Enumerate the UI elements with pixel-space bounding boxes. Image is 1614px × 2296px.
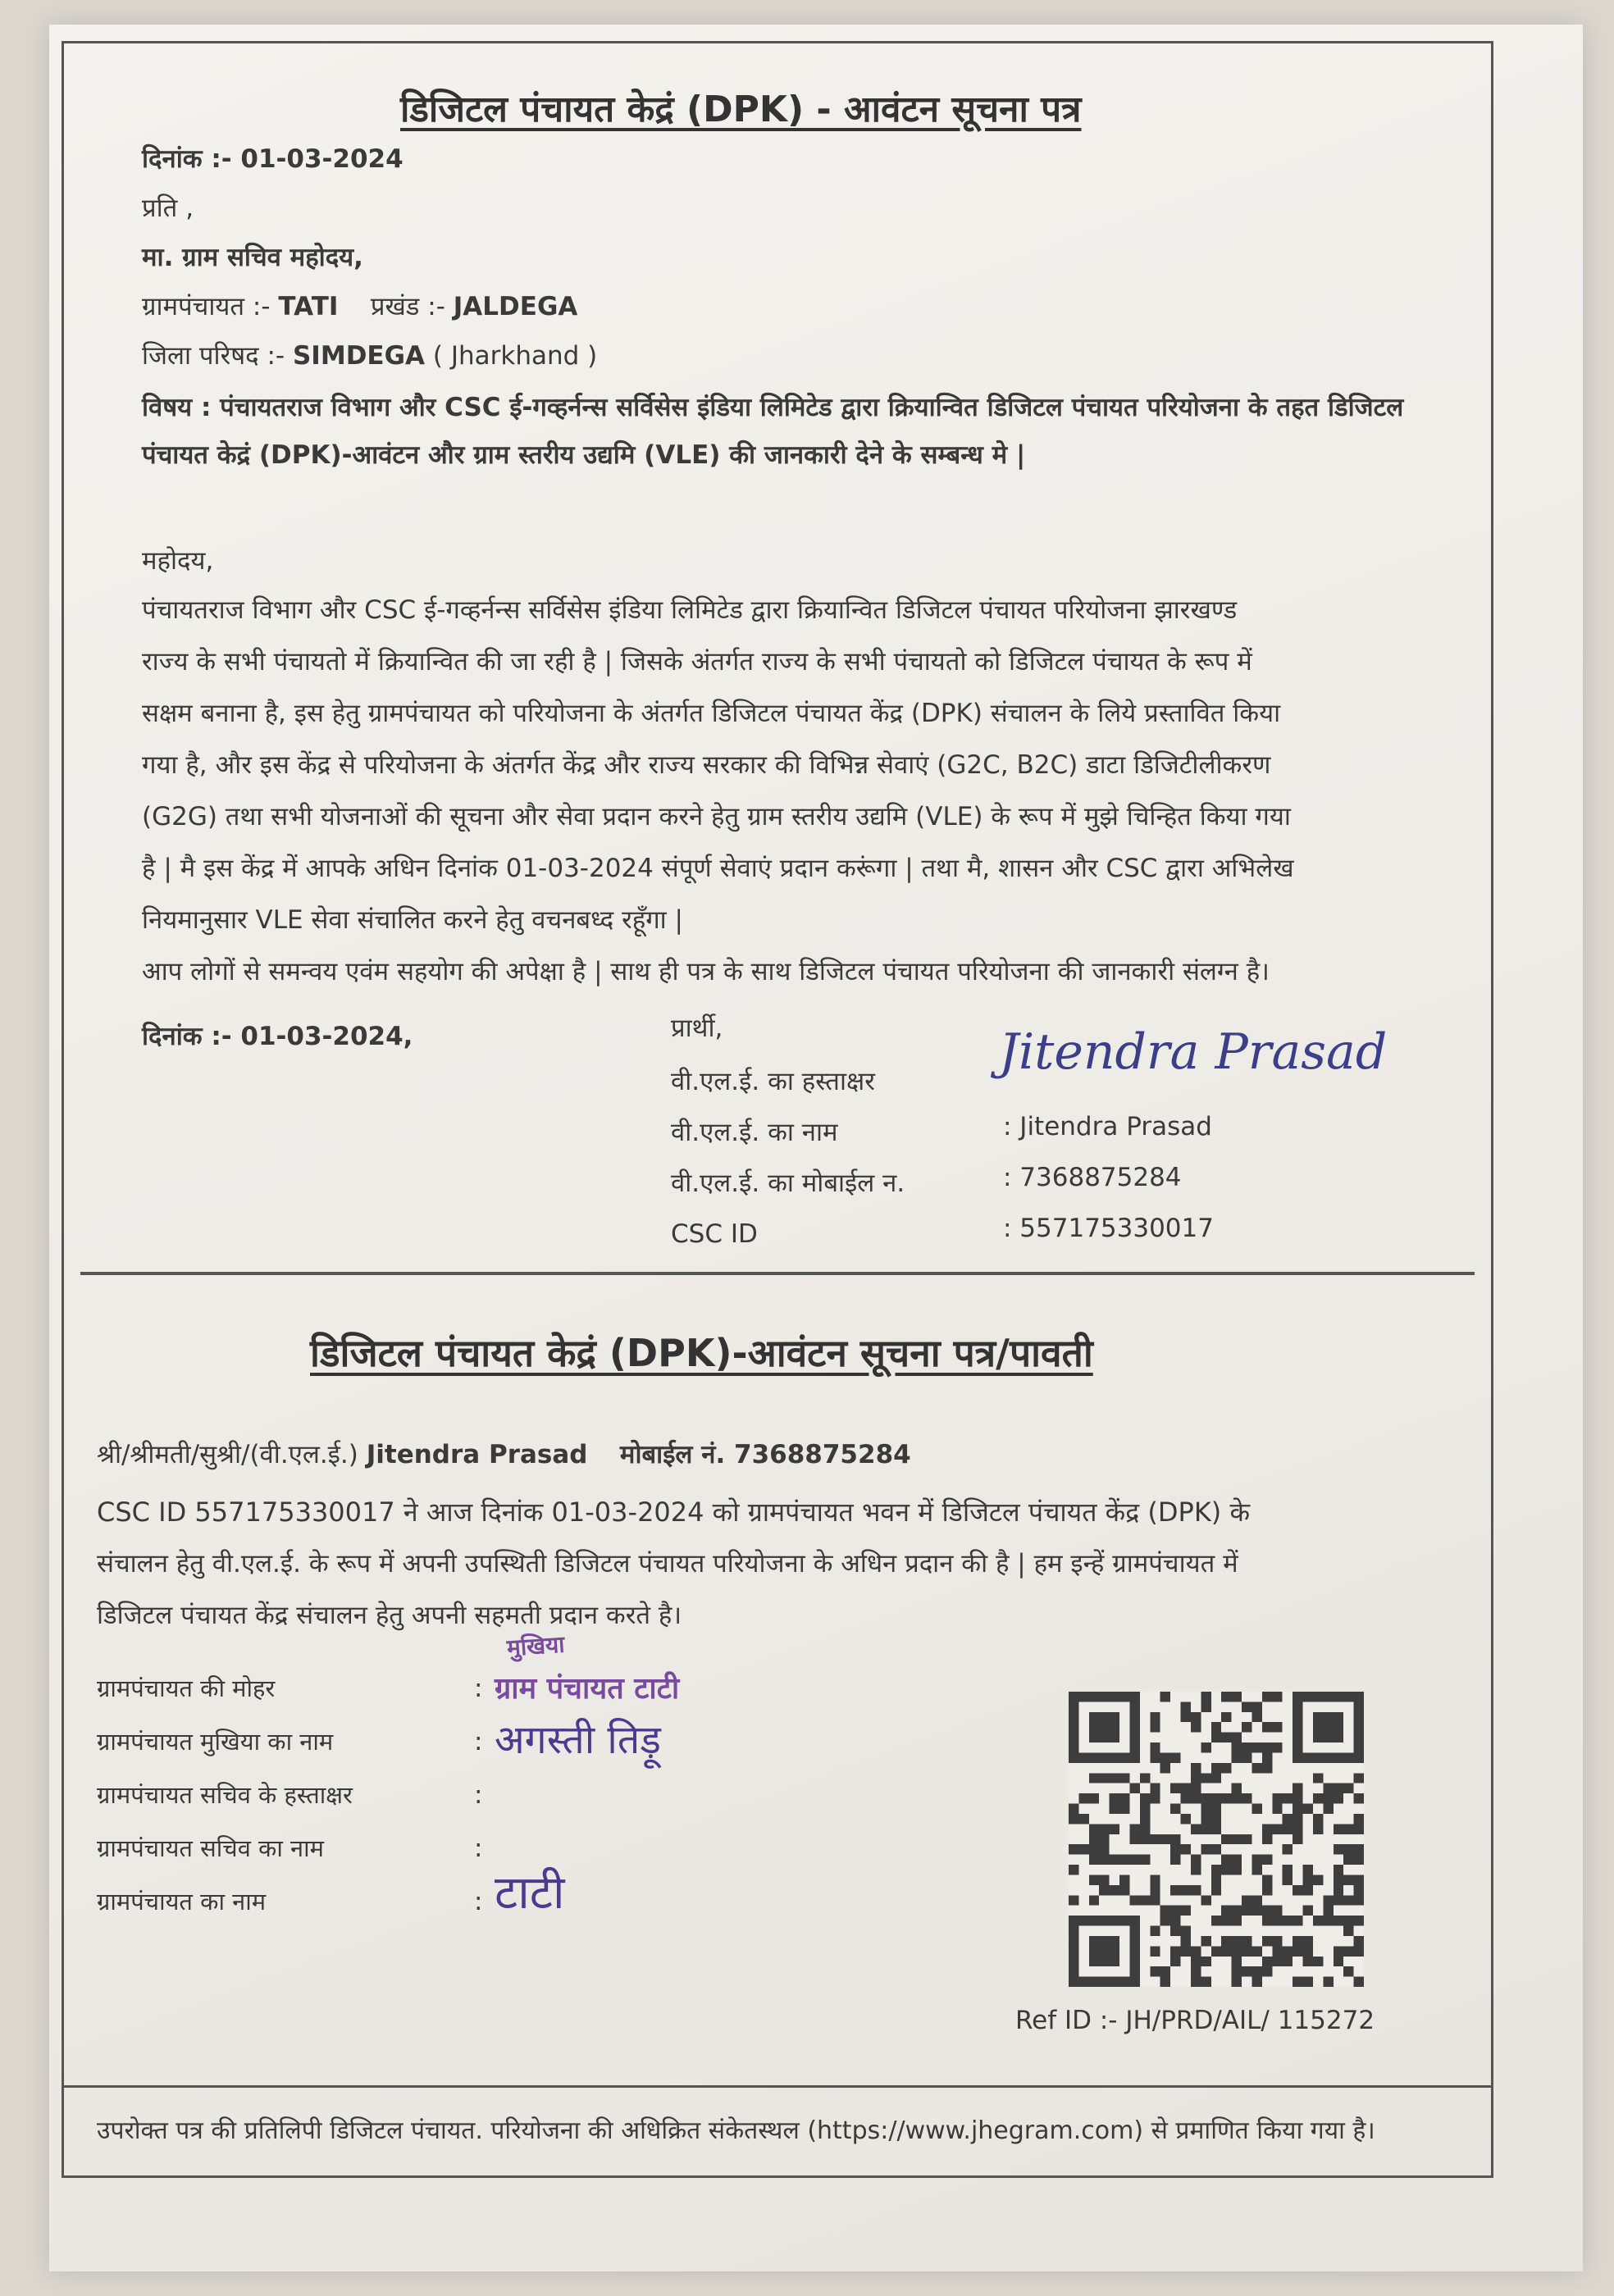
vle-name-value: : Jitendra Prasad	[1003, 1112, 1212, 1141]
recipient-line: मा. ग्राम सचिव महोदय,	[142, 243, 363, 272]
vle-mobile-value: : 7368875284	[1003, 1163, 1182, 1192]
district-label: जिला परिषद :-	[142, 341, 285, 371]
csc-id-value: : 557175330017	[1003, 1214, 1214, 1243]
footer-divider	[64, 2085, 1491, 2088]
receipt-vle-name: Jitendra Prasad	[366, 1440, 588, 1469]
seal-colon: :	[474, 1674, 483, 1703]
ref-id: Ref ID :- JH/PRD/AIL/ 115272	[1015, 2006, 1375, 2035]
body-line: नियमानुसार VLE सेवा संचालित करने हेतु वचनबध्द रहूँगा |	[142, 905, 683, 935]
district-line	[142, 330, 597, 381]
subject-paragraph: विषय : पंचायतराज विभाग और CSC ई-गव्हर्नन्स सर्विसेस इंडिया लिमिटेड द्वारा क्रियान्वित डिजिटल पंचायत परियोजना के तहत डिजिटल पंचायत केद्रं (DPK)-आवंटन और ग्राम स्तरीय उद्यमि (VLE) की जानकारी देने के सम्बन्ध मे |	[142, 393, 1404, 470]
date-line: दिनांक :- 01-03-2024	[142, 144, 404, 174]
footer-note: उपरोक्त पत्र की प्रतिलिपी डिजिटल पंचायत. परियोजना की अधिक्रित संकेतस्थल (https://www.jhegram.com) से प्रमाणित किया गया है।	[97, 2116, 1375, 2145]
seal-stamp: ग्राम पंचायत टाटी	[495, 1672, 680, 1706]
receipt-para-line: डिजिटल पंचायत केंद्र संचालन हेतु अपनी सहमती प्रदान करते है।	[97, 1601, 682, 1630]
body-line: सक्षम बनाना है, इस हेतु ग्रामपंचायत को परियोजना के अंतर्गत डिजिटल पंचायत केंद्र (DPK) संचालन के लिये प्रस्तावित किया	[142, 699, 1281, 728]
gp-name-colon: :	[474, 1887, 483, 1916]
body-line: पंचायतराज विभाग और CSC ई-गव्हर्नन्स सर्विसेस इंडिया लिमिटेड द्वारा क्रियान्वित डिजिटल पंचायत परियोजना झारखण्ड	[142, 595, 1238, 625]
receipt-para-line: CSC ID 557175330017 ने आज दिनांक 01-03-2024 को ग्रामपंचायत भवन में डिजिटल पंचायत केंद्र (DPK) के	[97, 1496, 1251, 1528]
receipt-para-line: संचालन हेतु वी.एल.ई. के रूप में अपनी उपस्थिती डिजिटल पंचायत परियोजना के अधिन प्रदान की है | हम इन्हें ग्रामपंचायत में	[97, 1549, 1238, 1578]
applicant-label: प्रार्थी,	[671, 1014, 723, 1043]
body-line: गया है, और इस केंद्र से परियोजना के अंतर्गत केंद्र और राज्य सरकार की विभिन्न सेवाएं (G2C, B2C) डाटा डिजिटीलीकरण	[142, 750, 1271, 780]
csc-id-label: CSC ID	[671, 1219, 758, 1249]
mukhiya-handwritten: अगस्ती तिड़ू	[495, 1717, 661, 1763]
gram-panchayat-line	[142, 281, 577, 332]
receipt-vle-line	[97, 1429, 911, 1480]
state-value: ( Jharkhand )	[432, 341, 598, 371]
body-line: राज्य के सभी पंचायतो में क्रियान्वित की जा रही है | जिसके अंतर्गत राज्य के सभी पंचायतो को डिजिटल पंचायत के रूप में	[142, 647, 1252, 676]
document-border	[62, 41, 1493, 2178]
sachiv-name-colon: :	[474, 1834, 483, 1863]
section-divider	[80, 1272, 1475, 1275]
vle-signature-text: Jitendra Prasad	[999, 1023, 1388, 1081]
gp-name-label: ग्रामपंचायत का नाम	[97, 1888, 267, 1916]
receipt-vle-mobile: मोबाईल नं. 7368875284	[619, 1440, 911, 1469]
seal-top-text: मुखिया	[505, 1630, 566, 1662]
mukhiya-label: ग्रामपंचायत मुखिया का नाम	[97, 1728, 334, 1756]
vle-signature-label: वी.एल.ई. का हस्ताक्षर	[671, 1067, 875, 1096]
district-value: SIMDEGA	[292, 341, 426, 371]
mukhiya-colon: :	[474, 1727, 483, 1756]
vle-signature	[999, 1023, 1387, 1081]
qr-code	[1069, 1692, 1364, 1987]
sachiv-sign-label: ग्रामपंचायत सचिव के हस्ताक्षर	[97, 1781, 353, 1809]
seal-label: ग्रामपंचायत की मोहर	[97, 1674, 276, 1702]
prati-line: प्रति ,	[142, 194, 194, 223]
body-line: (G2G) तथा सभी योजनाओं की सूचना और सेवा प्रदान करने हेतु ग्राम स्तरीय उद्यमि (VLE) के रूप में मुझे चिन्हित किया गया	[142, 802, 1291, 831]
salutation: महोदय,	[142, 546, 214, 576]
date-signed: दिनांक :- 01-03-2024,	[142, 1022, 413, 1051]
letter-title: डिजिटल पंचायत केद्रं (DPK) - आवंटन सूचना पत्र	[400, 89, 1082, 130]
closing-line: आप लोगों से समन्वय एवंम सहयोग की अपेक्षा है | साथ ही पत्र के साथ डिजिटल पंचायत परियोजना की जानकारी संलग्न है।	[142, 957, 1270, 986]
block-value: JALDEGA	[453, 292, 578, 321]
gram-label: ग्रामपंचायत :-	[142, 292, 271, 321]
gp-name-handwritten: टाटी	[495, 1866, 565, 1920]
block-label: प्रखंड :-	[370, 292, 445, 321]
sachiv-name-label: ग्रामपंचायत सचिव का नाम	[97, 1834, 324, 1862]
body-line: है | मै इस केंद्र में आपके अधिन दिनांक 01-03-2024 संपूर्ण सेवाएं प्रदान करूंगा | तथा मै, शासन और CSC द्वारा अभिलेख	[142, 854, 1294, 883]
vle-mobile-label: वी.एल.ई. का मोबाईल न.	[671, 1168, 905, 1198]
vle-name-label: वी.एल.ई. का नाम	[671, 1118, 838, 1147]
sachiv-sign-colon: :	[474, 1780, 483, 1810]
receipt-title: डिजिटल पंचायत केद्रं (DPK)-आवंटन सूचना पत्र/पावती	[310, 1331, 1093, 1375]
receipt-prefix: श्री/श्रीमती/सुश्री/(वी.एल.ई.)	[97, 1440, 358, 1469]
gram-value: TATI	[278, 292, 339, 321]
